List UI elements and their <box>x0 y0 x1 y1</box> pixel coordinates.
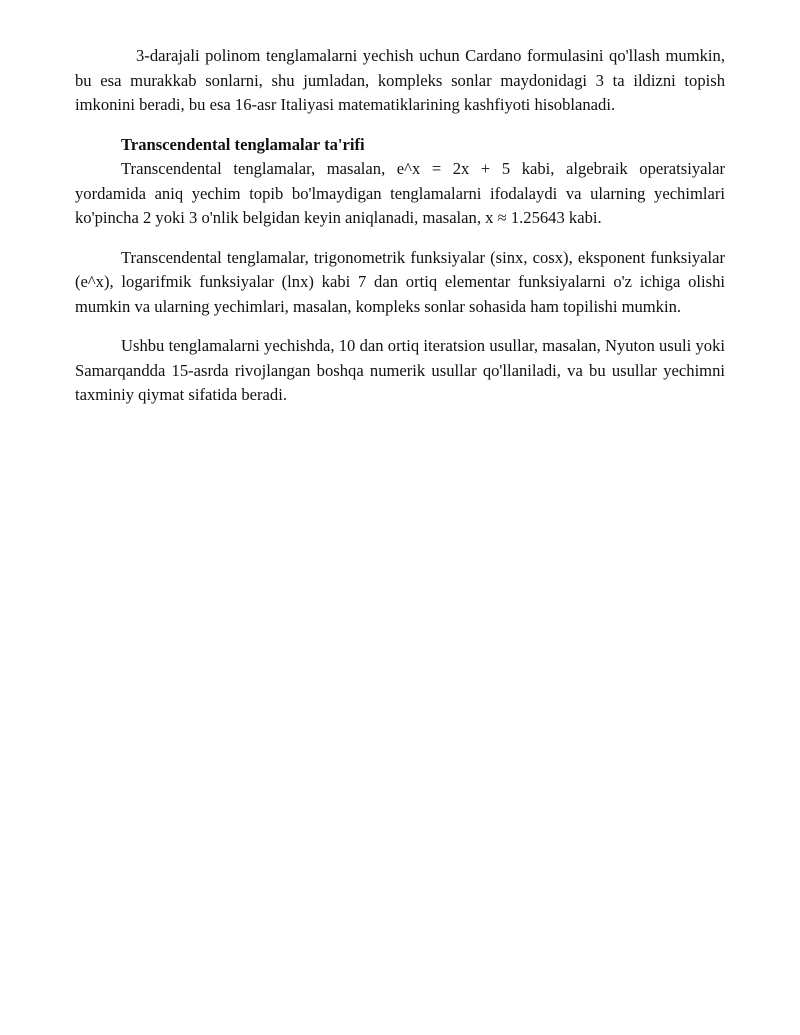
paragraph-transcendental-functions: Transcendental tenglamalar, trigonometrik funksiyalar (sinx, cosx), eksponent funksiyalar (e^x), logarifmik funksiyalar (lnx) kabi 7 dan ortiq elementar funksiyalarni o'z ichiga olishi mumkin va ularning yechimlari, masalan, kompleks sonlar sohasida ham topilishi mumkin. <box>75 247 725 316</box>
paragraph-gap <box>75 319 725 334</box>
paragraph-transcendental-definition: Transcendental tenglamalar, masalan, e^x = 2x + 5 kabi, algebraik operatsiyalar yordamida aniq yechim topib bo'lmaydigan tenglamalarni ifodalaydi va ularning yechimlari ko'pincha 2 yoki 3 o'nlik belgidan keyin aniqlanadi, masalan, x ≈ 1.25643 kabi. <box>75 159 725 227</box>
paragraph-iterative-methods: Ushbu tenglamalarni yechishda, 10 dan ortiq iteratsion usullar, masalan, Nyuton usuli yoki Samarqandda 15-asrda rivojlangan boshqa numerik usullar qo'llaniladi, va bu usullar yechimni taxminiy qiymat sifatida beradi. <box>75 336 725 404</box>
section-heading: Transcendental tenglamalar ta'rifi <box>121 134 365 154</box>
paragraph-gap <box>75 231 725 246</box>
paragraph-cardano: 3-darajali polinom tenglamalarni yechish uchun Cardano formulasini qo'llash mumkin, bu esa murakkab sonlarni, shu jumladan, kompleks sonlar maydonidagi 3 ta ildizni topish imkonini beradi, bu esa 16-asr Italiyasi matematiklarining kashfiyoti hisoblanadi. <box>75 46 725 114</box>
paragraph-gap <box>75 118 725 133</box>
document-body <box>75 44 725 408</box>
